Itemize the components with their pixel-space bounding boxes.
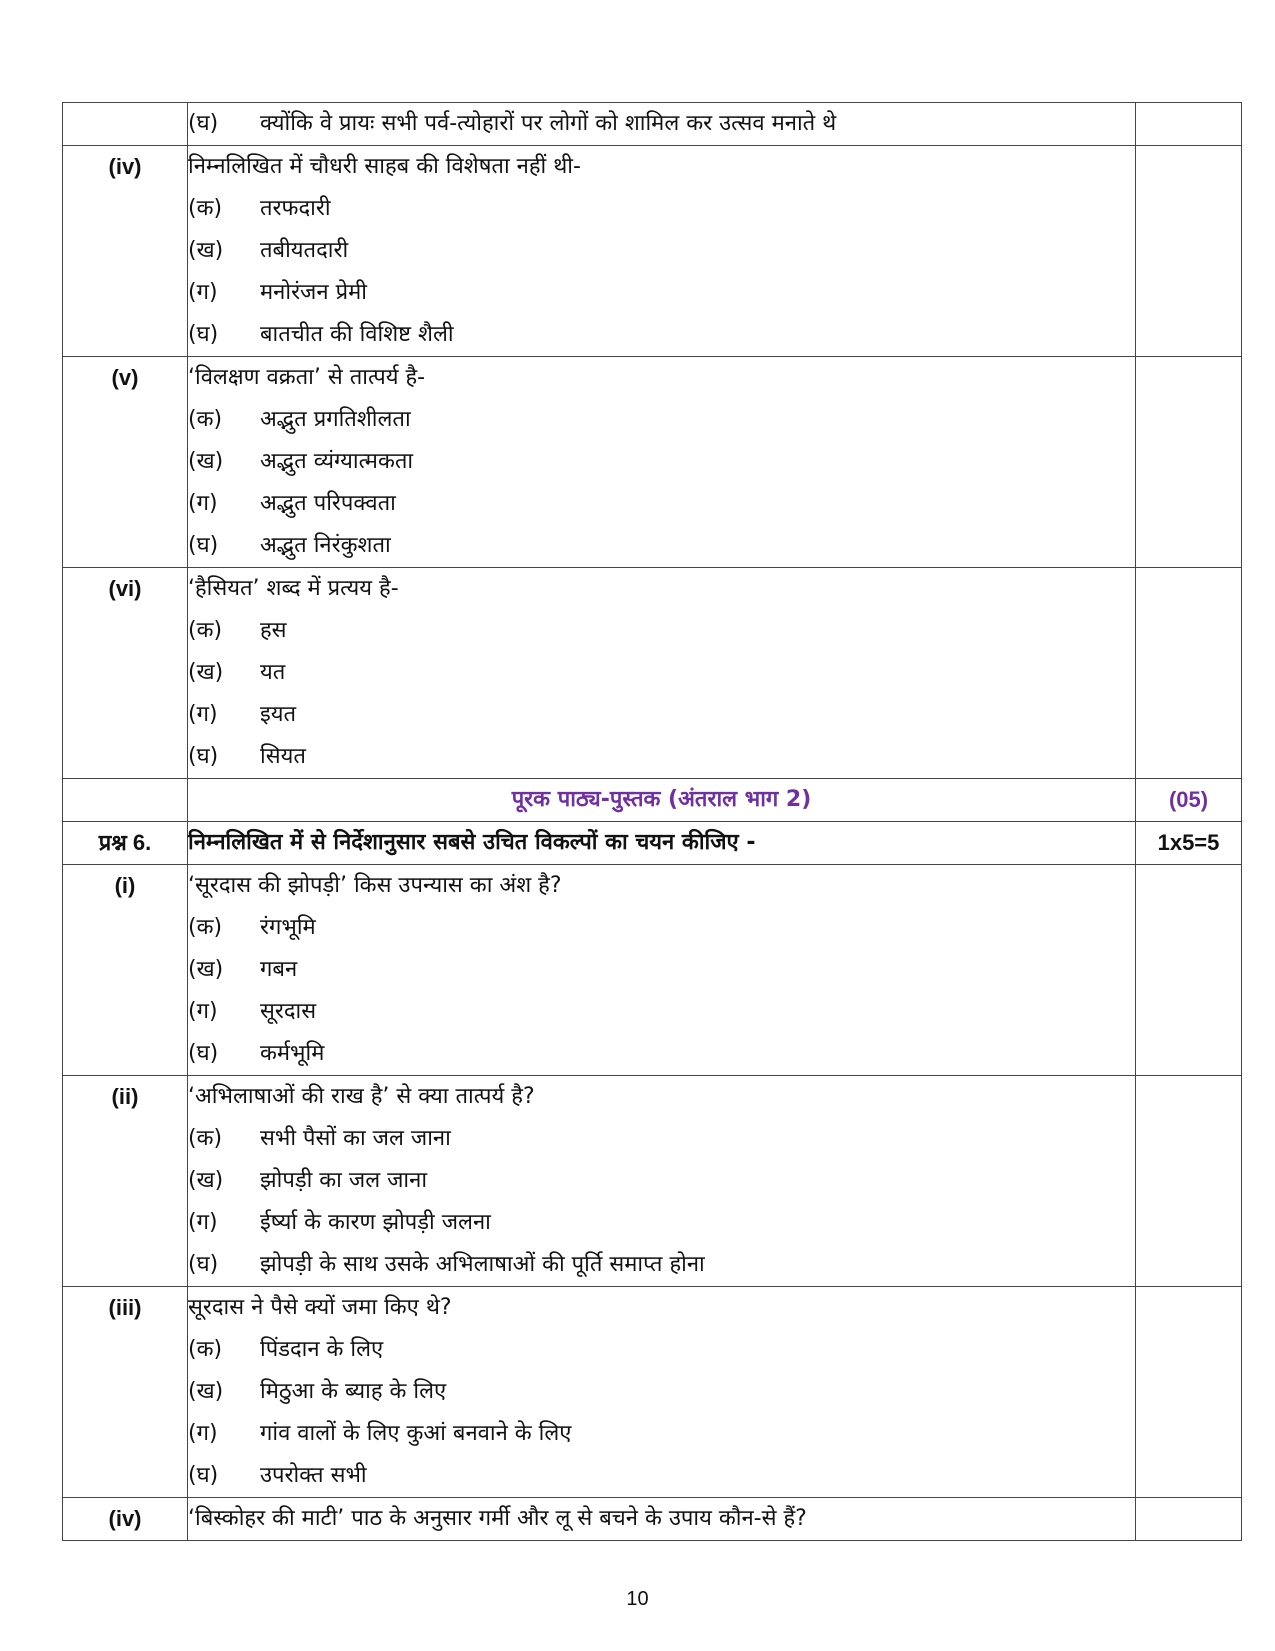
option-text: अद्भुत परिपक्वता bbox=[260, 491, 396, 516]
option-label: (घ) bbox=[188, 533, 219, 558]
option-label: (घ) bbox=[188, 322, 219, 347]
option-line bbox=[188, 103, 1135, 145]
question-text: निम्नलिखित में चौधरी साहब की विशेषता नहीं थी- bbox=[188, 154, 581, 179]
option-line bbox=[188, 991, 1135, 1033]
option-line bbox=[188, 1329, 1135, 1371]
question-text: ‘बिस्कोहर की माटी’ पाठ के अनुसार गर्मी और लू से बचने के उपाय कौन-से हैं? bbox=[188, 1506, 807, 1531]
option-label: (ख) bbox=[188, 449, 224, 474]
option-text: अद्भुत निरंकुशता bbox=[260, 533, 391, 558]
question-body-cell bbox=[188, 1287, 1136, 1498]
question-body-cell bbox=[188, 146, 1136, 357]
marks-cell bbox=[1136, 822, 1242, 865]
table-row bbox=[63, 103, 1242, 146]
marks-cell bbox=[1136, 103, 1242, 146]
option-text: सियत bbox=[260, 744, 306, 769]
marks-cell bbox=[1136, 146, 1242, 357]
section-title: पूरक पाठ्य-पुस्तक (अंतराल भाग 2) bbox=[511, 787, 812, 812]
option-text: गांव वालों के लिए कुआं बनवाने के लिए bbox=[260, 1421, 572, 1446]
table-row bbox=[63, 357, 1242, 568]
question-number-cell bbox=[63, 779, 188, 822]
option-line bbox=[188, 188, 1135, 230]
option-line bbox=[188, 1455, 1135, 1497]
option-label: (क) bbox=[188, 915, 223, 940]
section-title-cell bbox=[188, 779, 1136, 822]
option-label: (ग) bbox=[188, 1421, 218, 1446]
option-line bbox=[188, 483, 1135, 525]
marks-cell bbox=[1136, 1498, 1242, 1541]
table-row bbox=[63, 1498, 1242, 1541]
question-body-cell bbox=[188, 357, 1136, 568]
question-number-cell: (iv) bbox=[63, 1498, 188, 1541]
option-line bbox=[188, 525, 1135, 567]
option-label: (घ) bbox=[188, 1041, 219, 1066]
option-label: (घ) bbox=[188, 744, 219, 769]
option-label: (घ) bbox=[188, 1252, 219, 1277]
question-number-cell bbox=[63, 822, 188, 865]
option-label: (क) bbox=[188, 196, 223, 221]
option-line bbox=[188, 610, 1135, 652]
question-marks: 1x5=5 bbox=[1157, 830, 1220, 855]
question-number-cell: (ii) bbox=[63, 1076, 188, 1287]
option-label: (क) bbox=[188, 618, 223, 643]
option-label: (ग) bbox=[188, 491, 218, 516]
option-label: (ग) bbox=[188, 280, 218, 305]
option-label: (क) bbox=[188, 1337, 223, 1362]
question-body-cell bbox=[188, 1076, 1136, 1287]
question-instruction: निम्नलिखित में से निर्देशानुसार सबसे उचित विकल्पों का चयन कीजिए - bbox=[188, 830, 756, 855]
option-text: तबीयतदारी bbox=[260, 238, 349, 263]
table-row bbox=[63, 1287, 1242, 1498]
option-line bbox=[188, 441, 1135, 483]
option-text: उपरोक्त सभी bbox=[260, 1463, 367, 1488]
marks-cell bbox=[1136, 357, 1242, 568]
option-label: (ख) bbox=[188, 1379, 224, 1404]
option-label: (घ) bbox=[188, 111, 219, 136]
question-text: ‘हैसियत’ शब्द में प्रत्यय है- bbox=[188, 576, 399, 601]
marks-cell bbox=[1136, 779, 1242, 822]
question-number-cell: (vi) bbox=[63, 568, 188, 779]
option-label: (ख) bbox=[188, 1168, 224, 1193]
section-row bbox=[63, 779, 1242, 822]
option-text: कर्मभूमि bbox=[260, 1041, 325, 1066]
table-row bbox=[63, 146, 1242, 357]
option-line bbox=[188, 1160, 1135, 1202]
instruction-cell bbox=[188, 822, 1136, 865]
question-number: प्रश्न 6. bbox=[98, 830, 152, 855]
option-label: (ग) bbox=[188, 1210, 218, 1235]
page-number: 10 bbox=[626, 1588, 649, 1610]
option-line bbox=[188, 652, 1135, 694]
option-text: इयत bbox=[260, 702, 297, 727]
option-label: (ख) bbox=[188, 660, 224, 685]
option-text: हस bbox=[260, 618, 287, 643]
option-text: सूरदास bbox=[260, 999, 317, 1024]
option-text: ईर्ष्या के कारण झोपड़ी जलना bbox=[260, 1210, 491, 1235]
option-text: अद्भुत व्यंग्यात्मकता bbox=[260, 449, 414, 474]
option-line bbox=[188, 272, 1135, 314]
table-row bbox=[63, 568, 1242, 779]
question-number-cell: (v) bbox=[63, 357, 188, 568]
option-text: तरफदारी bbox=[260, 196, 331, 221]
option-text: बातचीत की विशिष्ट शैली bbox=[260, 322, 454, 347]
option-line bbox=[188, 399, 1135, 441]
question-table bbox=[62, 102, 1242, 1541]
option-line bbox=[188, 694, 1135, 736]
option-line bbox=[188, 949, 1135, 991]
option-text: मिठुआ के ब्याह के लिए bbox=[260, 1379, 447, 1404]
option-text: झोपड़ी के साथ उसके अभिलाषाओं की पूर्ति समाप्त होना bbox=[260, 1252, 705, 1277]
marks-cell bbox=[1136, 1076, 1242, 1287]
option-label: (ग) bbox=[188, 702, 218, 727]
marks-cell bbox=[1136, 865, 1242, 1076]
question-body-cell bbox=[188, 865, 1136, 1076]
option-line bbox=[188, 1244, 1135, 1286]
question-number-cell: (iv) bbox=[63, 146, 188, 357]
option-text: अद्भुत प्रगतिशीलता bbox=[260, 407, 411, 432]
question-text: ‘सूरदास की झोपड़ी’ किस उपन्यास का अंश है? bbox=[188, 873, 562, 898]
option-text: मनोरंजन प्रेमी bbox=[260, 280, 367, 305]
option-line bbox=[188, 1033, 1135, 1075]
option-line bbox=[188, 1371, 1135, 1413]
option-text: झोपड़ी का जल जाना bbox=[260, 1168, 428, 1193]
question-number-cell: (i) bbox=[63, 865, 188, 1076]
question-text: सूरदास ने पैसे क्यों जमा किए थे? bbox=[188, 1295, 452, 1320]
option-text: सभी पैसों का जल जाना bbox=[260, 1126, 451, 1151]
question-number-cell bbox=[63, 103, 188, 146]
question-body-cell bbox=[188, 103, 1136, 146]
option-text: गबन bbox=[260, 957, 298, 982]
question-text: ‘विलक्षण वक्रता’ से तात्पर्य है- bbox=[188, 365, 426, 390]
option-line bbox=[188, 230, 1135, 272]
section-marks: (05) bbox=[1168, 787, 1209, 812]
option-line bbox=[188, 907, 1135, 949]
option-line bbox=[188, 1413, 1135, 1455]
option-label: (ख) bbox=[188, 957, 224, 982]
question-number-cell: (iii) bbox=[63, 1287, 188, 1498]
option-text: पिंडदान के लिए bbox=[260, 1337, 384, 1362]
option-label: (ख) bbox=[188, 238, 224, 263]
option-text: क्योंकि वे प्रायः सभी पर्व-त्योहारों पर लोगों को शामिल कर उत्सव मनाते थे bbox=[260, 111, 837, 136]
option-line bbox=[188, 314, 1135, 356]
option-text: यत bbox=[260, 660, 286, 685]
option-line bbox=[188, 736, 1135, 778]
option-label: (घ) bbox=[188, 1463, 219, 1488]
table-row bbox=[63, 865, 1242, 1076]
option-line bbox=[188, 1202, 1135, 1244]
question-header-row bbox=[63, 822, 1242, 865]
question-body-cell bbox=[188, 1498, 1136, 1541]
option-text: रंगभूमि bbox=[260, 915, 316, 940]
option-line bbox=[188, 1118, 1135, 1160]
question-text: ‘अभिलाषाओं की राख है’ से क्या तात्पर्य है? bbox=[188, 1084, 535, 1109]
question-body-cell bbox=[188, 568, 1136, 779]
option-label: (ग) bbox=[188, 999, 218, 1024]
option-label: (क) bbox=[188, 1126, 223, 1151]
option-label: (क) bbox=[188, 407, 223, 432]
marks-cell bbox=[1136, 568, 1242, 779]
table-row bbox=[63, 1076, 1242, 1287]
marks-cell bbox=[1136, 1287, 1242, 1498]
